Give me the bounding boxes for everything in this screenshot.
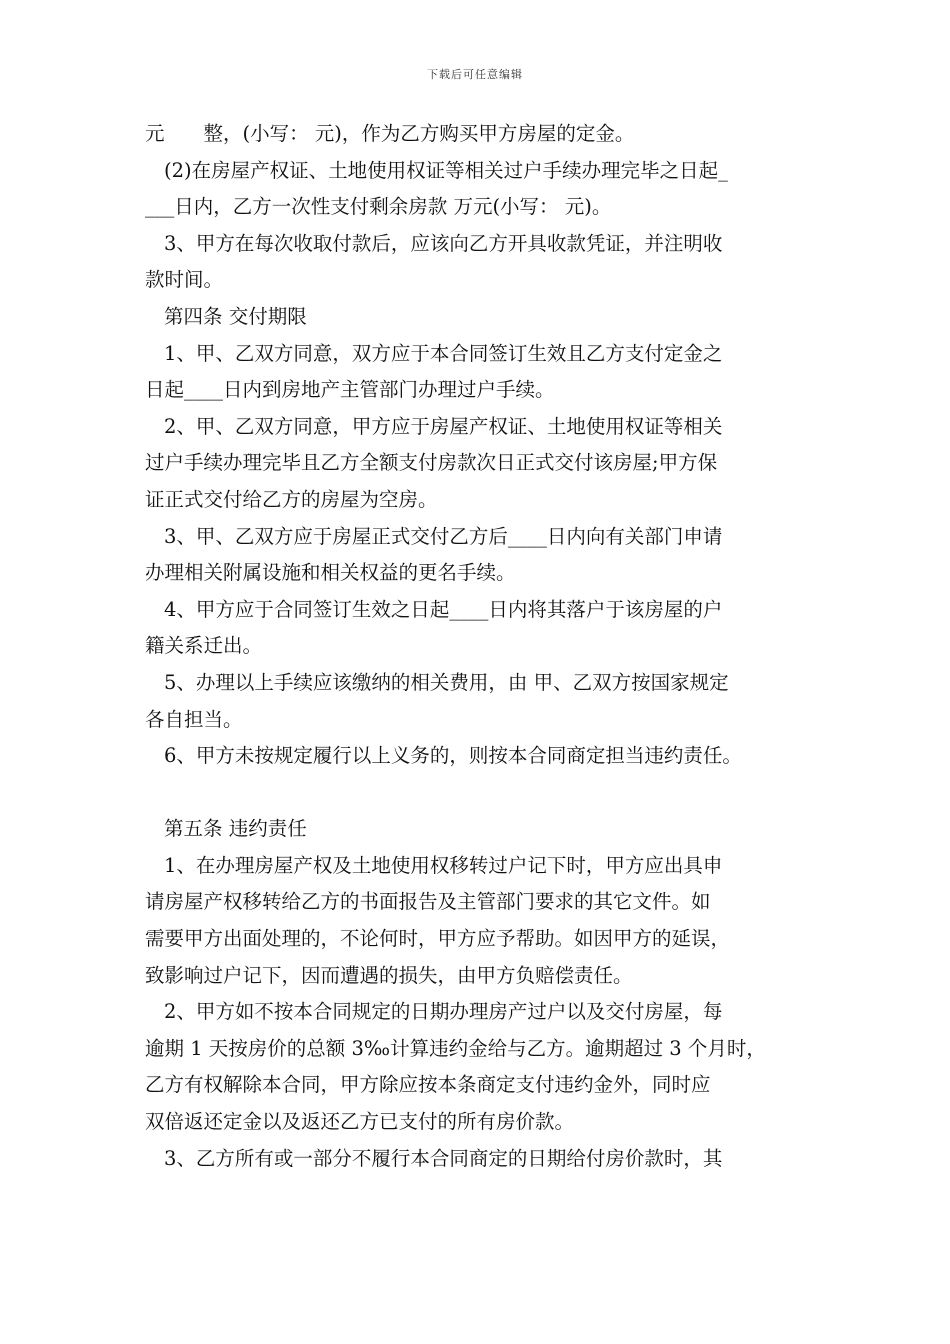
text-line: (2)在房屋产权证、土地使用权证等相关过户手续办理完毕之日起_	[164, 158, 728, 182]
text-line: 致影响过户记下，因而遭遇的损失，由甲方负赔偿责任。	[145, 963, 633, 987]
text-line: 3、甲、乙双方应于房屋正式交付乙方后____日内向有关部门申请	[164, 524, 723, 548]
text-line: 过户手续办理完毕且乙方全额支付房款次日正式交付该房屋;甲方保	[145, 451, 718, 475]
text-line: 证正式交付给乙方的房屋为空房。	[145, 487, 438, 511]
text-line: 款时间。	[145, 268, 224, 292]
text-line: 需要甲方出面处理的，不论何时，甲方应予帮助。如因甲方的延误，	[145, 927, 731, 951]
blank-line	[145, 775, 825, 812]
text-line: 1、甲、乙双方同意，双方应于本合同签订生效且乙方支付定金之	[164, 341, 723, 365]
text-line: 3、乙方所有或一部分不履行本合同商定的日期给付房价款时，其	[164, 1146, 723, 1170]
text-line: 请房屋产权移转给乙方的书面报告及主管部门要求的其它文件。如	[145, 890, 711, 914]
text-line: 6、甲方未按规定履行以上义务的，则按本合同商定担当违约责任。	[164, 744, 742, 768]
text-line: 办理相关附属设施和相关权益的更名手续。	[145, 561, 516, 585]
text-line: 第四条 交付期限	[164, 304, 307, 328]
text-line: 逾期 1 天按房价的总额 3‰计算违约金给与乙方。逾期超过 3 个月时，	[145, 1036, 766, 1060]
text-line: 2、甲、乙双方同意，甲方应于房屋产权证、土地使用权证等相关	[164, 414, 723, 438]
text-line: 元 整，(小写： 元)，作为乙方购买甲方房屋的定金。	[145, 122, 635, 145]
text-line: 5、办理以上手续应该缴纳的相关费用，由 甲、乙双方按国家规定	[164, 670, 729, 694]
text-line: 籍关系迁出。	[145, 634, 263, 658]
text-line: 4、甲方应于合同签订生效之日起____日内将其落户于该房屋的户	[164, 597, 723, 621]
text-line: 3、甲方在每次收取付款后，应该向乙方开具收款凭证，并注明收	[164, 231, 723, 255]
text-line: 第五条 违约责任	[164, 817, 307, 841]
contract-body	[145, 116, 825, 1177]
text-line: 2、甲方如不按本合同规定的日期办理房产过户以及交付房屋，每	[164, 1000, 723, 1024]
text-line: 1、在办理房屋产权及土地使用权移转过户记下时，甲方应出具申	[164, 853, 723, 877]
text-line: 日起____日内到房地产主管部门办理过户手续。	[145, 378, 555, 402]
text-line: 乙方有权解除本合同，甲方除应按本条商定支付违约金外，同时应	[145, 1073, 711, 1097]
text-line: 双倍返还定金以及返还乙方已支付的所有房价款。	[145, 1110, 575, 1134]
page-header-note: 下载后可任意编辑	[427, 68, 523, 81]
text-line: 各自担当。	[145, 707, 243, 731]
text-line: ___日内，乙方一次性支付剩余房款 万元(小写： 元)。	[145, 195, 612, 219]
